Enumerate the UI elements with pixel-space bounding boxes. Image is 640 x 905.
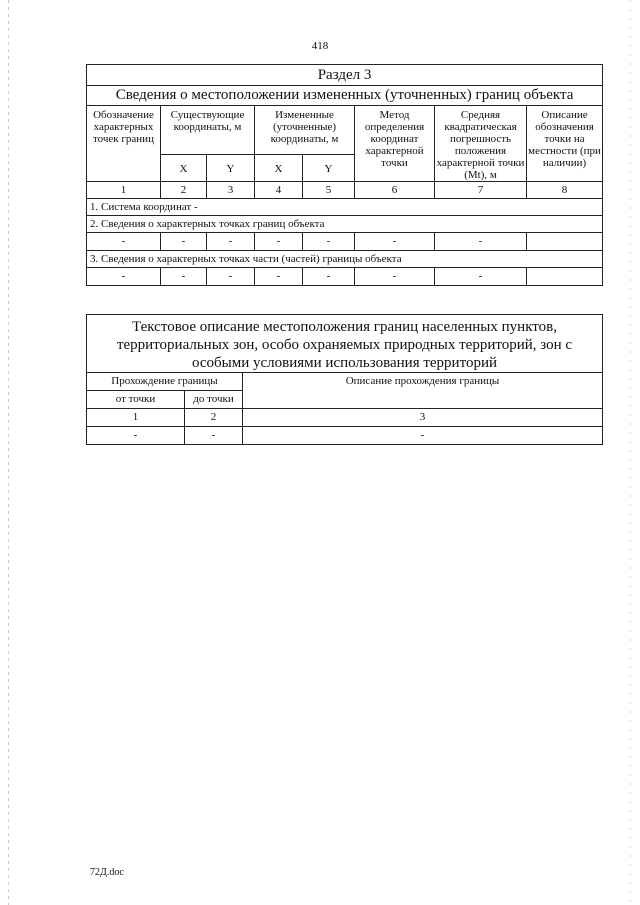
column-number: 1	[87, 182, 161, 199]
footer-filename: 72Д.doc	[90, 867, 124, 878]
column-number: 2	[161, 182, 207, 199]
table-cell	[527, 233, 603, 251]
column-number: 3	[243, 409, 603, 427]
table-cell: -	[207, 233, 255, 251]
table-cell: -	[355, 233, 435, 251]
header-changed-x: X	[255, 155, 303, 182]
scan-edge-right	[630, 0, 631, 905]
table-cell: -	[255, 268, 303, 286]
table-cell: -	[435, 233, 527, 251]
table-cell: -	[87, 268, 161, 286]
table-cell: -	[355, 268, 435, 286]
description-data-row	[87, 427, 603, 445]
points-data-row	[87, 233, 603, 251]
page-number: 418	[311, 40, 329, 52]
description-numbers-row	[87, 409, 603, 427]
boundary-description-table	[86, 314, 603, 445]
header-changed-y: Y	[303, 155, 355, 182]
section-title: Раздел 3	[87, 65, 603, 86]
column-number: 2	[185, 409, 243, 427]
column-number: 4	[255, 182, 303, 199]
table-cell: -	[185, 427, 243, 445]
header-error: Средняя квадратическая погрешность положения характерной точки (Mt), м	[435, 106, 527, 182]
table-cell: -	[255, 233, 303, 251]
table-cell	[527, 268, 603, 286]
table-cell: -	[243, 427, 603, 445]
header-point-designation: Обозначение характерных точек границ	[87, 106, 161, 182]
table-cell: -	[303, 268, 355, 286]
scan-edge-left	[8, 0, 9, 905]
points-heading-row: 2. Сведения о характерных точках границ объекта	[87, 216, 603, 233]
header-existing-y: Y	[207, 155, 255, 182]
column-number: 1	[87, 409, 185, 427]
header-boundary-passage: Прохождение границы	[87, 373, 243, 391]
header-from-point: от точки	[87, 391, 185, 409]
table-cell: -	[435, 268, 527, 286]
parts-data-row	[87, 268, 603, 286]
header-to-point: до точки	[185, 391, 243, 409]
table-cell: -	[161, 233, 207, 251]
column-number: 8	[527, 182, 603, 199]
parts-heading-row: 3. Сведения о характерных точках части (частей) границы объекта	[87, 251, 603, 268]
header-method: Метод определения координат характерной точки	[355, 106, 435, 182]
header-existing-x: X	[161, 155, 207, 182]
table-cell: -	[207, 268, 255, 286]
coordinate-system-row: 1. Система координат -	[87, 199, 603, 216]
column-number: 6	[355, 182, 435, 199]
column-number: 7	[435, 182, 527, 199]
column-numbers-row	[87, 182, 603, 199]
header-existing-coordinates: Существующие координаты, м	[161, 106, 255, 155]
column-number: 5	[303, 182, 355, 199]
table-cell: -	[87, 427, 185, 445]
coordinates-table	[86, 64, 603, 286]
column-number: 3	[207, 182, 255, 199]
description-title: Текстовое описание местоположения границ населенных пунктов, территориальных зон, особо охраняемых природных территорий, зон с особыми условиями использования территорий	[87, 315, 603, 373]
table-cell: -	[161, 268, 207, 286]
header-changed-coordinates: Измененные (уточненные) координаты, м	[255, 106, 355, 155]
section-subtitle: Сведения о местоположении измененных (уточненных) границ объекта	[87, 86, 603, 106]
header-passage-description: Описание прохождения границы	[243, 373, 603, 409]
header-description: Описание обозначения точки на местности (при наличии)	[527, 106, 603, 182]
table-cell: -	[87, 233, 161, 251]
table-cell: -	[303, 233, 355, 251]
